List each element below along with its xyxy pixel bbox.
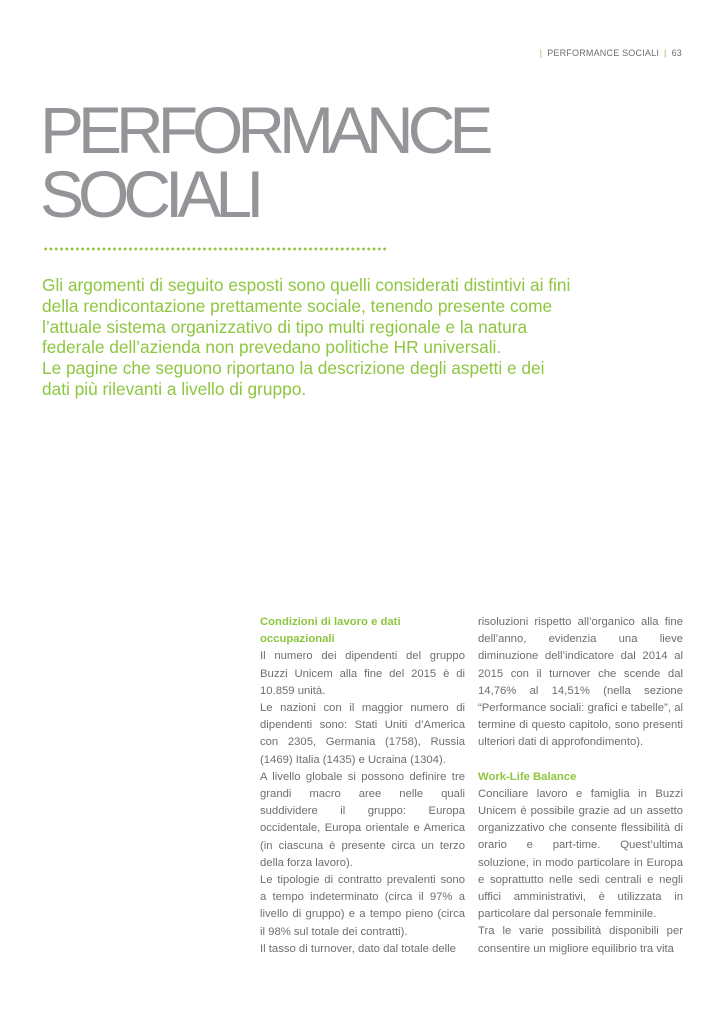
page-title xyxy=(40,93,488,231)
header-divider: | xyxy=(664,48,667,58)
page-title-line-2: SOCIALI xyxy=(40,157,259,231)
header-divider: | xyxy=(539,48,543,58)
intro-paragraph-1: Gli argomenti di seguito esposti sono quelli considerati distintivi ai fini della rendicontazione prettamente sociale, tenendo presente come l’attuale sistema organizzativo di tipo multi regionale e la natura federale dell’azienda non prevedano politiche HR universali. xyxy=(42,275,571,358)
header-section-title: PERFORMANCE SOCIALI xyxy=(547,48,660,58)
page-title-line-1: PERFORMANCE xyxy=(40,93,488,167)
body-paragraph: Tra le varie possibilità disponibili per consentire un migliore equilibrio tra vita xyxy=(478,925,683,955)
body-paragraph: risoluzioni rispetto all’organico alla fine dell’anno, evidenzia una lieve diminuzione dell’indicatore dal 2014 al 2015 con il turnover che scende dal 14,76% al 14,51% (nella sezione “Performance sociali: grafici e tabelle”, al termine di questo capitolo, sono presenti ulteriori dati di approfondimento). xyxy=(478,616,683,749)
running-header xyxy=(535,48,682,58)
body-paragraph: Conciliare lavoro e famiglia in Buzzi Unicem è possibile grazie ad un assetto organizzativo che consente flessibilità di orario e part-time. Quest’ultima soluzione, in modo particolare in Europa e soprattutto nelle sedi centrali e negli uffici amministrativi, è utilizzata in particolare dal personale femminile. xyxy=(478,787,683,921)
body-paragraph: Il numero dei dipendenti del gruppo Buzzi Unicem alla fine del 2015 è di 10.859 unità. xyxy=(260,650,465,697)
body-column-right xyxy=(478,614,683,958)
dotted-divider xyxy=(43,246,388,252)
body-paragraph: Le nazioni con il maggior numero di dipendenti sono: Stati Uniti d’America con 2305, Germania (1758), Russia (1469) Italia (1435) e Ucraina (1304). xyxy=(260,702,465,766)
body-paragraph: Le tipologie di contratto prevalenti sono a tempo indeterminato (circa il 97% a livello di gruppo) e a tempo pieno (circa il 98% sul totale dei contratti). xyxy=(260,874,465,938)
page-number: 63 xyxy=(671,48,682,58)
section-heading-working-conditions: Condizioni di lavoro e dati occupazionali xyxy=(260,616,401,646)
body-column-left xyxy=(260,614,465,958)
section-heading-work-life-balance: Work-Life Balance xyxy=(478,770,577,783)
intro-paragraph-2: Le pagine che seguono riportano la descrizione degli aspetti e dei dati più rilevanti a livello di gruppo. xyxy=(42,358,545,399)
body-paragraph: A livello globale si possono definire tre grandi macro aree nelle quali suddividere il gruppo: Europa occidentale, Europa orientale e America (in ciascuna è presente circa un terzo della forza lavoro). xyxy=(260,770,465,869)
intro-text xyxy=(42,275,572,400)
body-paragraph: Il tasso di turnover, dato dal totale delle xyxy=(260,942,456,955)
